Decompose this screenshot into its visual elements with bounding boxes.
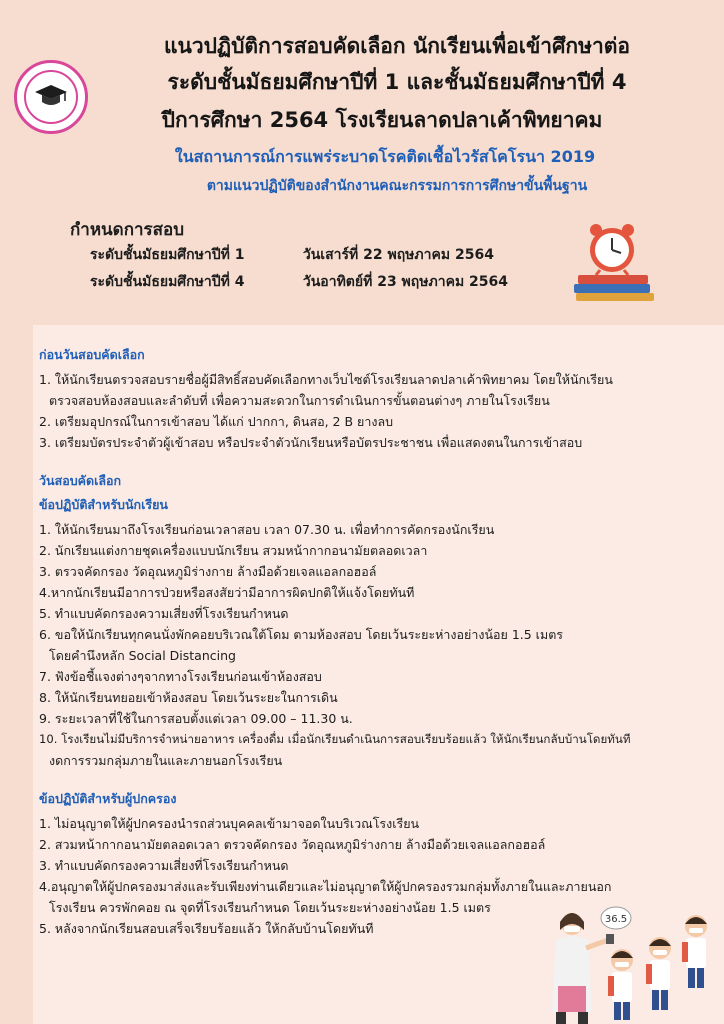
list-item: 6. ขอให้นักเรียนทุกคนนั่งพักคอยบริเวณใต้โดม ตามห้องสอบ โดยเว้นระยะห่างอย่างน้อย 1.5 เมตร (39, 627, 564, 642)
list-item: 1. ให้นักเรียนตรวจสอบรายชื่อผู้มีสิทธิ์สอบคัดเลือกทางเว็บไซต์โรงเรียนลาดปลาเค้าพิทยาคม โดยให้นักเรียน (39, 372, 613, 387)
list-item: โรงเรียน ควรพักคอย ณ จุดที่โรงเรียนกำหนด โดยเว้นระยะห่างอย่างน้อย 1.5 เมตร (49, 900, 491, 915)
alarm-clock-books-icon (572, 222, 656, 302)
list-item: 2. นักเรียนแต่งกายชุดเครื่องแบบนักเรียน สวมหน้ากากอนามัยตลอดเวลา (39, 543, 428, 558)
list-item: งดการรวมกลุ่มภายในและภายนอกโรงเรียน (49, 753, 283, 768)
title-line-3: ปีการศึกษา 2564 โรงเรียนลาดปลาเค้าพิทยาคม (161, 108, 603, 132)
list-item: 10. โรงเรียนไม่มีบริการจำหน่ายอาหาร เครื่องดื่ม เมื่อนักเรียนดำเนินการสอบเรียบร้อยแล้ว ให้นักเรียนกลับบ้านโดยทันที (39, 732, 631, 746)
list-item: 1. ให้นักเรียนมาถึงโรงเรียนก่อนเวลาสอบ เวลา 07.30 น. เพื่อทำการคัดกรองนักเรียน (39, 522, 495, 537)
students-temperature-check-illustration (540, 900, 724, 1024)
parents-heading: ข้อปฏิบัติสำหรับผู้ปกครอง (39, 791, 177, 806)
list-item: 3. เตรียมบัตรประจำตัวผู้เข้าสอบ หรือประจำตัวนักเรียนหรือบัตรประชาชน เพื่อแสดงตนในการเข้าสอบ (39, 435, 583, 450)
title-line-1: แนวปฏิบัติการสอบคัดเลือก นักเรียนเพื่อเข้าศึกษาต่อ (163, 34, 631, 58)
list-item: ตรวจสอบห้องสอบและลำดับที่ เพื่อความสะดวกในการดำเนินการขั้นตอนต่างๆ ภายในโรงเรียน (49, 393, 550, 408)
schedule-row-m1 (90, 244, 494, 266)
list-item: 2. เตรียมอุปกรณ์ในการเข้าสอบ ได้แก่ ปากกา, ดินสอ, 2 B ยางลบ (39, 414, 394, 429)
schedule-level: ระดับชั้นมัธยมศึกษาปีที่ 4 (90, 274, 245, 290)
subtitle-line-2: ตามแนวปฏิบัติของสำนักงานคณะกรรมการการศึกษาขั้นพื้นฐาน (206, 178, 588, 194)
students-heading: ข้อปฏิบัติสำหรับนักเรียน (39, 497, 168, 512)
title-line-2: ระดับชั้นมัธยมศึกษาปีที่ 1 และชั้นมัธยมศึกษาปีที่ 4 (167, 70, 627, 94)
header (0, 0, 724, 300)
thermometer-reading: 36.5 (604, 914, 628, 925)
exam-day-heading: วันสอบคัดเลือก (39, 473, 122, 488)
list-item: 9. ระยะเวลาที่ใช้ในการสอบตั้งแต่เวลา 09.00 – 11.30 น. (39, 711, 353, 726)
list-item: 4.หากนักเรียนมีอาการป่วยหรือสงสัยว่ามีอาการผิดปกติให้แจ้งโดยทันที (39, 585, 415, 600)
list-item: 7. ฟังข้อชี้แจงต่างๆจากทางโรงเรียนก่อนเข้าห้องสอบ (39, 669, 322, 684)
list-item: 3. ทำแบบคัดกรองความเสี่ยงที่โรงเรียนกำหนด (39, 858, 289, 873)
schedule-date: วันเสาร์ที่ 22 พฤษภาคม 2564 (302, 247, 494, 263)
before-exam-heading: ก่อนวันสอบคัดเลือก (39, 347, 145, 362)
list-item: 8. ให้นักเรียนทยอยเข้าห้องสอบ โดยเว้นระยะในการเดิน (39, 690, 338, 705)
list-item: 2. สวมหน้ากากอนามัยตลอดเวลา ตรวจคัดกรอง วัดอุณหภูมิร่างกาย ล้างมือด้วยเจลแอลกอฮอล์ (39, 837, 546, 852)
schedule-heading: กำหนดการสอบ (70, 220, 185, 240)
subtitle-line-1: ในสถานการณ์การแพร่ระบาดโรคติดเชื้อไวรัสโคโรนา 2019 (174, 147, 596, 166)
list-item: 3. ตรวจคัดกรอง วัดอุณหภูมิร่างกาย ล้างมือด้วยเจลแอลกอฮอล์ (39, 564, 377, 579)
list-item: 4.อนุญาตให้ผู้ปกครองมาส่งและรับเพียงท่านเดียวและไม่อนุญาตให้ผู้ปกครองรวมกลุ่มทั้งภายในและภายนอก (39, 879, 612, 894)
schedule-date: วันอาทิตย์ที่ 23 พฤษภาคม 2564 (302, 274, 509, 290)
list-item: 1. ไม่อนุญาตให้ผู้ปกครองนำรถส่วนบุคคลเข้ามาจอดในบริเวณโรงเรียน (39, 816, 420, 831)
list-item: 5. หลังจากนักเรียนสอบเสร็จเรียบร้อยแล้ว ให้กลับบ้านโดยทันที (39, 921, 374, 936)
list-item: 5. ทำแบบคัดกรองความเสี่ยงที่โรงเรียนกำหนด (39, 606, 289, 621)
list-item: โดยคำนึงหลัก Social Distancing (49, 648, 236, 663)
schedule-row-m4 (90, 271, 508, 293)
schedule-level: ระดับชั้นมัธยมศึกษาปีที่ 1 (90, 247, 245, 263)
